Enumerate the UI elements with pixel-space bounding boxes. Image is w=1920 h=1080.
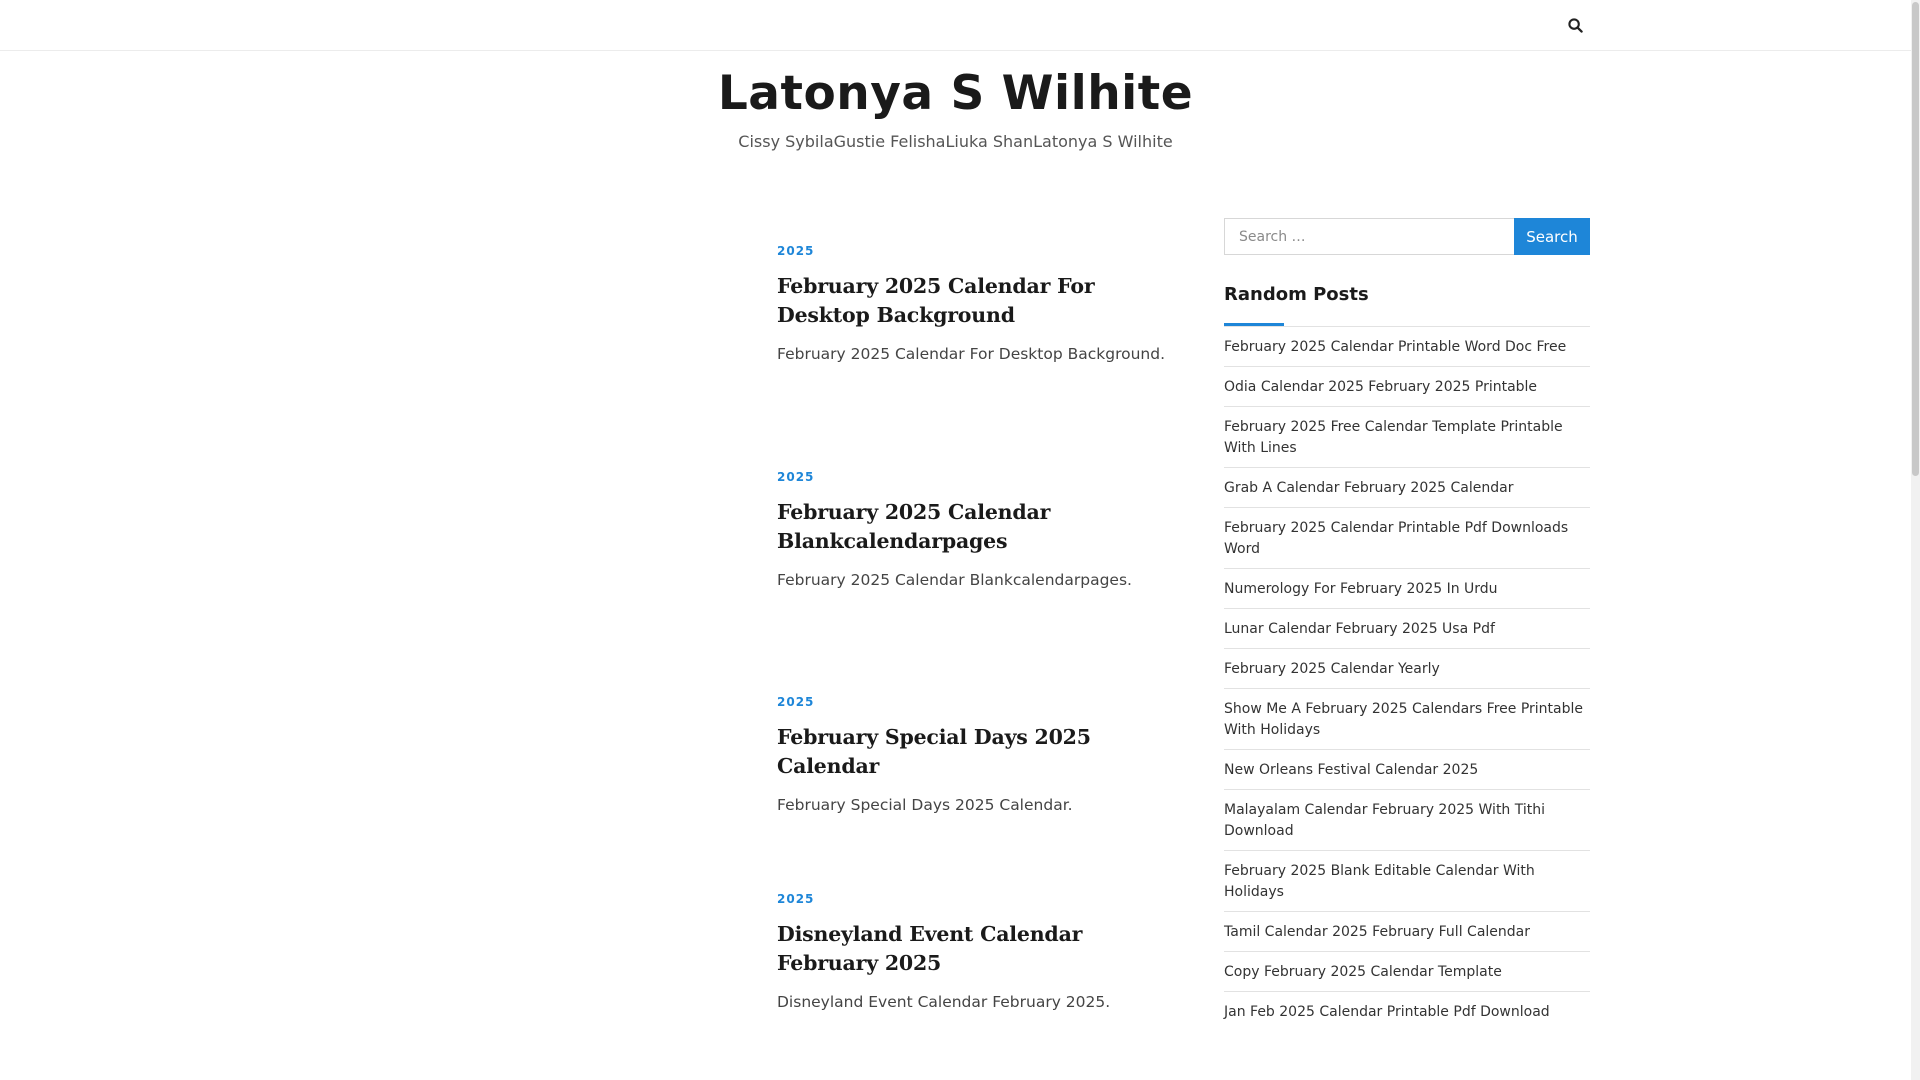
- widget-title-accent: [1224, 323, 1284, 326]
- search-toggle-button[interactable]: [1564, 14, 1586, 36]
- search-input[interactable]: [1224, 218, 1514, 255]
- random-post-link[interactable]: Show Me A February 2025 Calendars Free Printable With Holidays: [1224, 689, 1590, 750]
- post-title[interactable]: February Special Days 2025 Calendar: [777, 725, 1091, 778]
- sidebar-search-form: [1224, 218, 1590, 255]
- post-item: [777, 891, 1187, 1013]
- post-category[interactable]: 2025: [777, 892, 815, 906]
- post-excerpt: Disneyland Event Calendar February 2025.: [777, 993, 1111, 1011]
- post-item: [777, 243, 1187, 365]
- random-post-link[interactable]: Copy February 2025 Calendar Template: [1224, 952, 1590, 992]
- site-branding: [0, 63, 1911, 153]
- site-description: Cissy SybilaGustie FelishaLiuka ShanLatonya S Wilhite: [738, 132, 1173, 151]
- random-post-link[interactable]: Numerology For February 2025 In Urdu: [1224, 569, 1590, 609]
- post-category[interactable]: 2025: [777, 244, 815, 258]
- random-post-link[interactable]: Odia Calendar 2025 February 2025 Printable: [1224, 367, 1590, 407]
- top-bar: [0, 0, 1911, 51]
- post-title[interactable]: Disneyland Event Calendar February 2025: [777, 922, 1083, 975]
- post-item: [777, 694, 1187, 816]
- widget-title-divider: [1224, 323, 1590, 327]
- random-post-link[interactable]: Lunar Calendar February 2025 Usa Pdf: [1224, 609, 1590, 649]
- sidebar: [1224, 218, 1590, 1031]
- post-item: [777, 469, 1187, 591]
- post-category[interactable]: 2025: [777, 695, 815, 709]
- random-post-link[interactable]: February 2025 Calendar Printable Word Doc Free: [1224, 327, 1590, 367]
- page-scrollbar-thumb[interactable]: [1912, 2, 1919, 476]
- random-post-link[interactable]: February 2025 Calendar Printable Pdf Downloads Word: [1224, 508, 1590, 569]
- search-icon: [1568, 18, 1583, 33]
- post-title[interactable]: February 2025 Calendar For Desktop Background: [777, 274, 1095, 327]
- post-category[interactable]: 2025: [777, 470, 815, 484]
- random-post-link[interactable]: February 2025 Blank Editable Calendar With Holidays: [1224, 851, 1590, 912]
- random-post-link[interactable]: February 2025 Calendar Yearly: [1224, 649, 1590, 689]
- site-title[interactable]: Latonya S Wilhite: [717, 66, 1194, 121]
- random-post-link[interactable]: Malayalam Calendar February 2025 With Tithi Download: [1224, 790, 1590, 851]
- post-excerpt: February 2025 Calendar Blankcalendarpages.: [777, 571, 1132, 589]
- random-post-link[interactable]: Jan Feb 2025 Calendar Printable Pdf Download: [1224, 1004, 1550, 1020]
- random-post-link[interactable]: Grab A Calendar February 2025 Calendar: [1224, 468, 1590, 508]
- post-excerpt: February Special Days 2025 Calendar.: [777, 796, 1073, 814]
- random-post-link[interactable]: February 2025 Free Calendar Template Printable With Lines: [1224, 407, 1590, 468]
- search-button[interactable]: Search: [1514, 218, 1590, 255]
- random-post-link[interactable]: New Orleans Festival Calendar 2025: [1224, 750, 1590, 790]
- random-posts-list: [1224, 327, 1590, 1031]
- random-posts-title: Random Posts: [1224, 284, 1369, 305]
- post-excerpt: February 2025 Calendar For Desktop Background.: [777, 345, 1165, 363]
- random-post-link[interactable]: Tamil Calendar 2025 February Full Calendar: [1224, 912, 1590, 952]
- post-title[interactable]: February 2025 Calendar Blankcalendarpages: [777, 500, 1051, 553]
